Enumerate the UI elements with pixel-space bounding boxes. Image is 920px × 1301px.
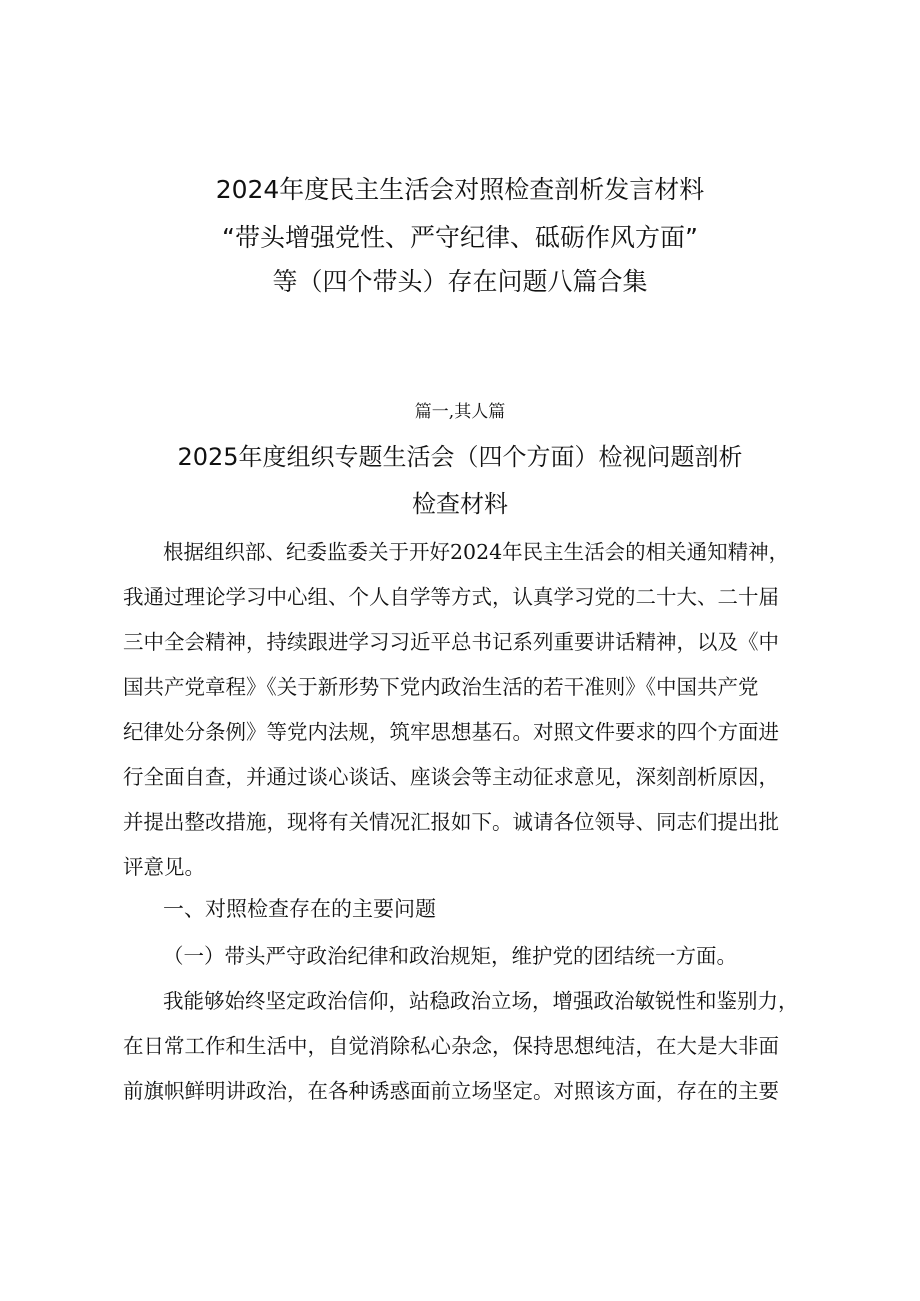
paragraph-line: 前旗帜鲜明讲政治，在各种诱惑面前立场坚定。对照该方面，存在的主要	[123, 1079, 779, 1103]
cover-title-line-1: 2024年度民主生活会对照检查剖析发言材料	[215, 175, 705, 204]
paragraph-line: 我通过理论学习中心组、个人自学等方式，认真学习党的二十大、二十届	[123, 585, 779, 609]
paragraph-line: 在日常工作和生活中，自觉消除私心杂念，保持思想纯洁，在大是大非面	[123, 1034, 779, 1058]
paragraph-line: 三中全会精神，持续跟进学习习近平总书记系列重要讲话精神，以及《中	[123, 630, 779, 654]
subsection-heading: （一）带头严守政治纪律和政治规矩，维护党的团结统一方面。	[163, 944, 737, 968]
article-title-line-1: 2025年度组织专题生活会（四个方面）检视问题剖析	[177, 443, 743, 471]
paragraph-line: 国共产党章程》《关于新形势下党内政治生活的若干准则》《中国共产党	[123, 675, 759, 699]
cover-title-line-2: “带头增强党性、严守纪律、砥砺作风方面”	[222, 223, 698, 252]
section-heading: 一、对照检查存在的主要问题	[163, 897, 436, 921]
paragraph-line: 行全面自查，并通过谈心谈话、座谈会等主动征求意见，深刻剖析原因，	[123, 765, 779, 789]
paragraph-line: 根据组织部、纪委监委关于开好2024年民主生活会的相关通知精神，	[163, 540, 790, 564]
paragraph-line: 并提出整改措施，现将有关情况汇报如下。诚请各位领导、同志们提出批	[123, 810, 779, 834]
cover-title-line-3: 等（四个带头）存在问题八篇合集	[272, 267, 648, 296]
article-title-line-2: 检查材料	[412, 490, 508, 518]
paragraph-line: 我能够始终坚定政治信仰，站稳政治立场，增强政治敏锐性和鉴别力，	[163, 989, 799, 1013]
paragraph-line: 纪律处分条例》等党内法规，筑牢思想基石。对照文件要求的四个方面进	[123, 720, 779, 744]
chapter-label: 篇一,其人篇	[414, 402, 506, 422]
paragraph-line: 评意见。	[123, 855, 205, 879]
